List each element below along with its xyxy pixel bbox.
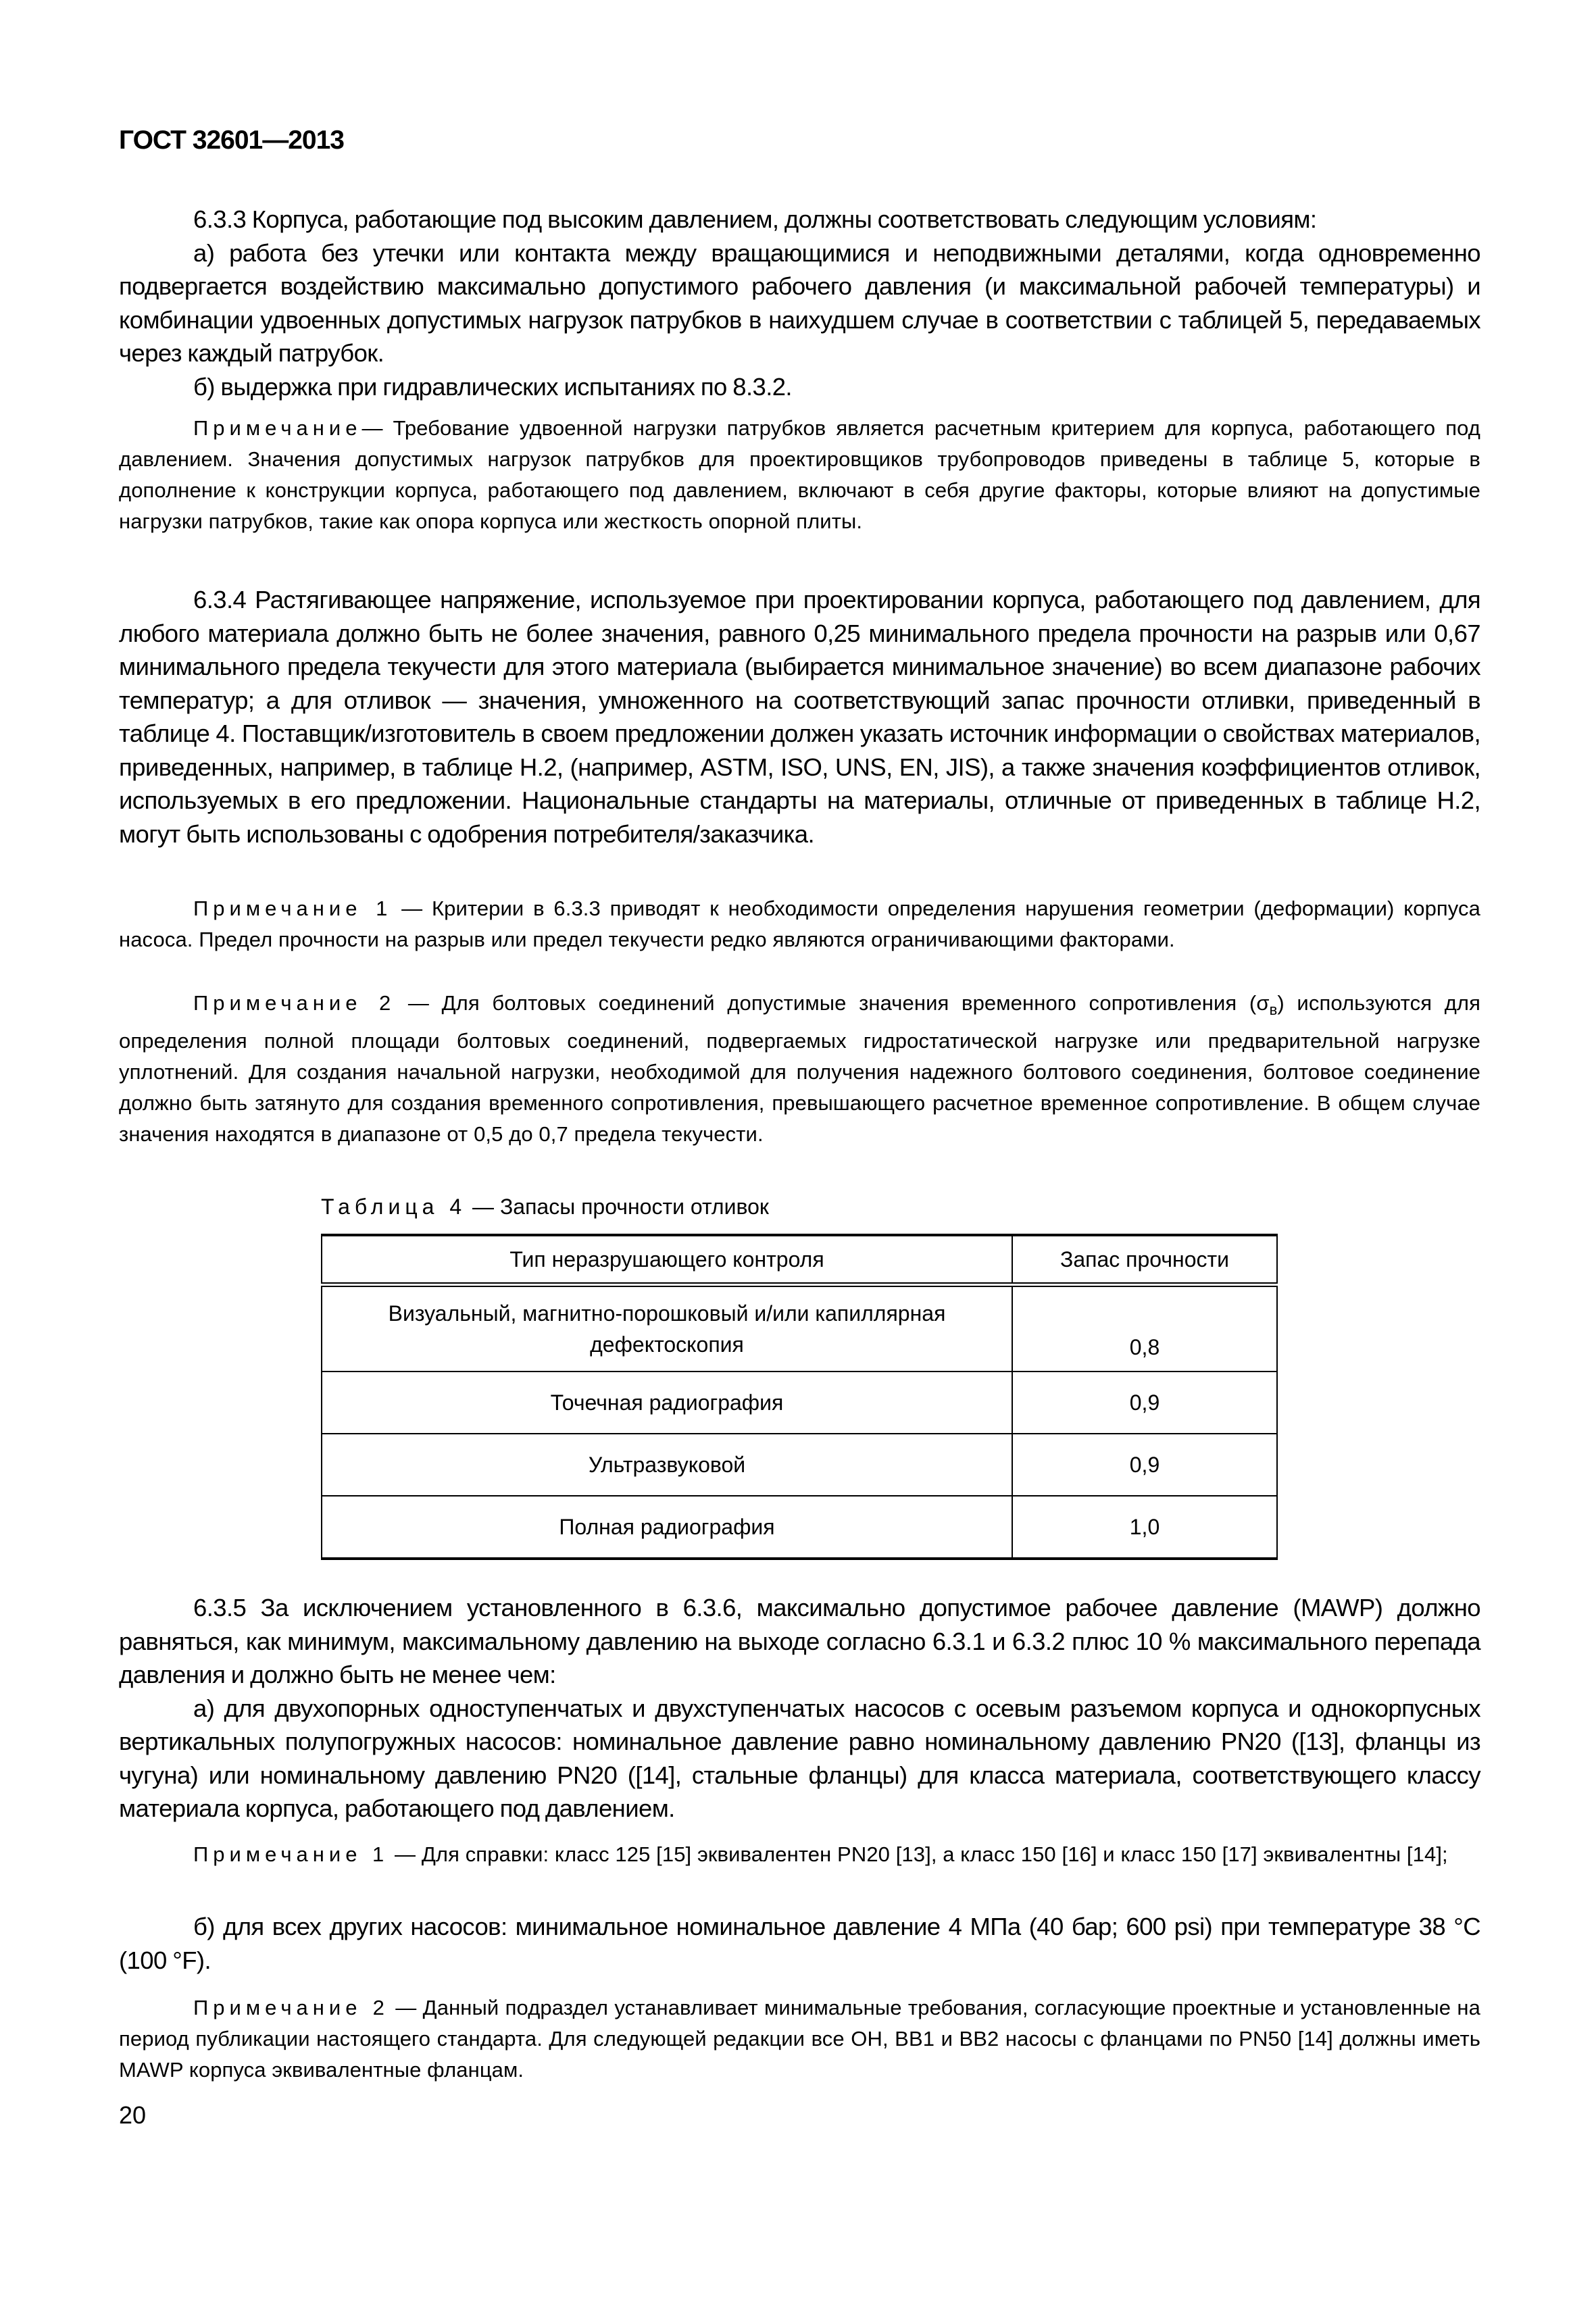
- paragraph: б) выдержка при гидравлических испытаниях по 8.3.2.: [193, 372, 792, 401]
- table-caption: [321, 1194, 769, 1219]
- note-label: Примечание 2: [193, 991, 396, 1015]
- table-cell: Точечная радиография: [322, 1372, 1012, 1434]
- caption-label: Таблица 4: [321, 1194, 467, 1219]
- paragraph: 6.3.3 Корпуса, работающие под высоким давлением, должны соответствовать следующим условиям:: [193, 205, 1317, 233]
- section-6-3-5-b: [119, 1910, 1480, 1977]
- table-row: [322, 1434, 1277, 1496]
- note-1-6-3-5: [119, 1839, 1480, 1870]
- note-2-6-3-5: [119, 1992, 1480, 2086]
- paragraph: 6.3.4 Растягивающее напряжение, используемое при проектировании корпуса, работающего под давлением, для любого материала должно быть не более значения, равного 0,25 минимального предела прочности на разрыв или 0,67 минимального предела текучести для этого материала (выбирается минимальное значение) во всем диапазоне рабочих температур; а для отливок — значения, умноженного на соответствующий запас прочности отливки, приведенный в таблице 4. Поставщик/изготовитель в своем предложении должен указать источник информации о свойствах материалов, приведенных, например, в таблице Н.2, (например, ASTM, ISO, UNS, EN, JIS), а также значения коэффициентов отливок, используемых в его предложении. Национальные стандарты на материалы, отличные от приведенных в таблице Н.2, могут быть использованы с одобрения потребителя/заказчика.: [119, 586, 1480, 848]
- note-label: Примечание 2: [193, 1996, 389, 2019]
- table-row: [322, 1285, 1277, 1372]
- sigma-subscript: в: [1269, 1001, 1278, 1019]
- table-4: [321, 1234, 1278, 1560]
- section-6-3-5: [119, 1591, 1480, 1826]
- table-cell: 0,9: [1012, 1434, 1277, 1496]
- column-header: Запас прочности: [1012, 1235, 1277, 1285]
- document-header: ГОСТ 32601—2013: [119, 126, 344, 155]
- table-row: [322, 1372, 1277, 1434]
- table-cell: Ультразвуковой: [322, 1434, 1012, 1496]
- note-label: Примечание: [193, 416, 362, 440]
- note-text: — Данный подраздел устанавливает минимальные требования, согласующие проектные и установленные на период публикации настоящего стандарта. Для следующей редакции все ОН, ВВ1 и ВВ2 насосы с фланцами по PN50 [14] должны иметь MAWP корпуса эквивалентные фланцам.: [119, 1996, 1480, 2082]
- table-cell: 0,8: [1012, 1285, 1277, 1372]
- column-header: Тип неразрушающего контроля: [322, 1235, 1012, 1285]
- note-text: — Для справки: класс 125 [15] эквивалентен PN20 [13], а класс 150 [16] и класс 150 [17] эквивалентны [14];: [395, 1842, 1448, 1866]
- note-text: — Критерии в 6.3.3 приводят к необходимости определения нарушения геометрии (деформации) корпуса насоса. Предел прочности на разрыв или предел текучести редко являются ограничивающими факторами.: [119, 897, 1480, 951]
- caption-text: — Запасы прочности отливок: [466, 1194, 769, 1219]
- section-6-3-4: [119, 583, 1480, 851]
- note-text: — Требование удвоенной нагрузки патрубков является расчетным критерием для корпуса, работающего под давлением. Значения допустимых нагрузок патрубков для проектировщиков трубопроводов приведены в таблице 5, которые в дополнение к конструкции корпуса, работающего под давлением, включают в себя другие факторы, которые влияют на допустимые нагрузки патрубков, такие как опора корпуса или жесткость опорной плиты.: [119, 416, 1480, 533]
- table-cell: 1,0: [1012, 1496, 1277, 1559]
- note-text: — Для болтовых соединений допустимые значения временного сопротивления (σ: [407, 991, 1270, 1015]
- paragraph: а) для двухопорных одноступенчатых и двухступенчатых насосов с осевым разъемом корпуса и однокорпусных вертикальных полупогружных насосов: номинальное давление равно номинальному давлению PN20 ([13], фланцы из чугуна) или номинальному давлению PN20 ([14], стальные фланцы) для класса материала, соответствующего классу материала корпуса, работающего под давлением.: [119, 1694, 1480, 1822]
- paragraph: а) работа без утечки или контакта между вращающимися и неподвижными деталями, когда одновременно подвергается воздействию максимально допустимого рабочего давления (и максимальной рабочей температуры) и комбинации удвоенных допустимых нагрузок патрубков в наихудшем случае в соответствии с таблицей 5, передаваемых через каждый патрубок.: [119, 238, 1480, 367]
- note-label: Примечание 1: [193, 897, 393, 920]
- table-cell: 0,9: [1012, 1372, 1277, 1434]
- note-label: Примечание 1: [193, 1842, 389, 1866]
- note-6-3-3: [119, 413, 1480, 537]
- note-2-6-3-4: [119, 988, 1480, 1150]
- paragraph: 6.3.5 За исключением установленного в 6.3.6, максимально допустимое рабочее давление (MAWP) должно равняться, как минимум, максимальному давлению на выходе согласно 6.3.1 и 6.3.2 плюс 10 % максимального перепада давления и должно быть не менее чем:: [119, 1594, 1480, 1688]
- note-text: ) используются для определения полной площади болтовых соединений, подвергаемых гидростатической нагрузке или предварительной нагрузке уплотнений. Для создания начальной нагрузки, необходимой для получения надежного болтового соединения, болтовое соединение должно быть затянуто для создания временного сопротивления, превышающего расчетное временное сопротивление. В общем случае значения находятся в диапазоне от 0,5 до 0,7 предела текучести.: [119, 991, 1480, 1147]
- table-cell: Визуальный, магнитно-порошковый и/или капиллярная дефектоскопия: [322, 1285, 1012, 1372]
- section-6-3-3: [119, 203, 1480, 403]
- note-1-6-3-4: [119, 893, 1480, 955]
- page-number: 20: [119, 2101, 147, 2129]
- table-row: [322, 1496, 1277, 1559]
- table-cell: Полная радиография: [322, 1496, 1012, 1559]
- paragraph: б) для всех других насосов: минимальное номинальное давление 4 МПа (40 бар; 600 psi) при температуре 38 °С (100 °F).: [119, 1913, 1480, 1974]
